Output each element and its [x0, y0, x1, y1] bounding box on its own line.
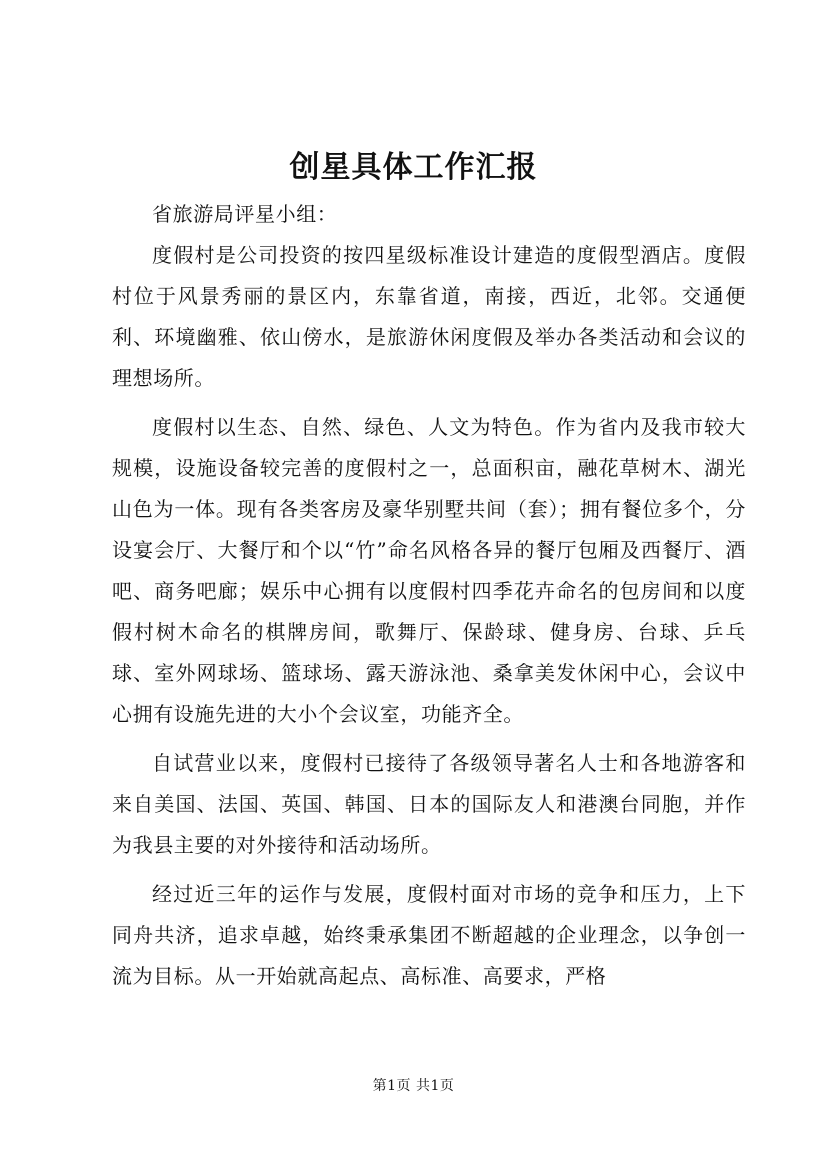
page-footer: 第1页 共1页: [372, 1078, 455, 1094]
salutation: 省旅游局评星小组：: [152, 202, 338, 226]
document-title: 创星具体工作汇报: [289, 150, 538, 185]
paragraph-3: 自试营业以来，度假村已接待了各级领导著名人士和各地游客和来自美国、法国、英国、韩国、日本的国际友人和港澳台同胞，并作为我县主要的对外接待和活动场所。: [112, 751, 746, 857]
document-body: [112, 194, 746, 997]
paragraph-2: 度假村以生态、自然、绿色、人文为特色。作为省内及我市较大规模，设施设备较完善的度假村之一，总面积亩，融花草树木、湖光山色为一体。现有各类客房及豪华别墅共间（套）；拥有餐位多个，分设宴会厅、大餐厅和个以“竹”命名风格各异的餐厅包厢及西餐厅、酒吧、商务吧廊；娱乐中心拥有以度假村四季花卉命名的包房间和以度假村树木命名的棋牌房间，歌舞厅、保龄球、健身房、台球、乒乓球、室外网球场、篮球场、露天游泳池、桑拿美发休闲中心，会议中心拥有设施先进的大小个会议室，功能齐全。: [112, 415, 746, 726]
paragraph-4: 经过近三年的运作与发展，度假村面对市场的竞争和压力，上下同舟共济，追求卓越，始终秉承集团不断超越的企业理念，以争创一流为目标。从一开始就高起点、高标准、高要求，严格: [112, 882, 746, 988]
paragraph-1: 度假村是公司投资的按四星级标准设计建造的度假型酒店。度假村位于风景秀丽的景区内，东靠省道，南接，西近，北邻。交通便利、环境幽雅、依山傍水，是旅游休闲度假及举办各类活动和会议的理想场所。: [112, 243, 746, 390]
